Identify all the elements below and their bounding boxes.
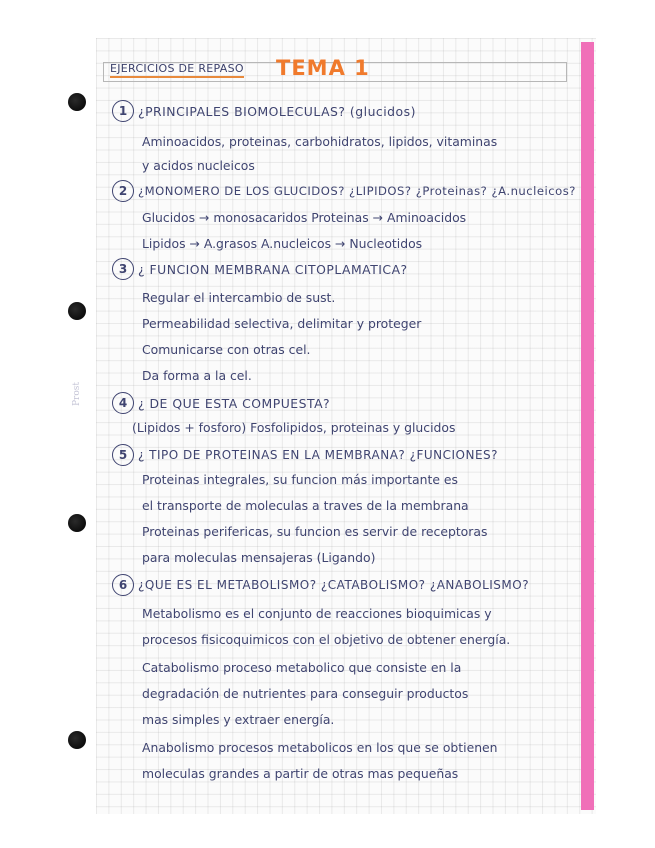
answer-line: Catabolismo proceso metabolico que consiste en la: [142, 660, 462, 675]
answer-line: Permeabilidad selectiva, delimitar y proteger: [142, 316, 422, 331]
page-title: TEMA 1: [276, 56, 370, 80]
answer-line: el transporte de moleculas a traves de la membrana: [142, 498, 469, 513]
binder-hole: [68, 731, 86, 749]
answer-line: mas simples y extraer energía.: [142, 712, 335, 727]
question-number: 3: [112, 258, 134, 280]
answer-line: para moleculas mensajeras (Ligando): [142, 550, 376, 565]
answer-line: Comunicarse con otras cel.: [142, 342, 311, 357]
question-text: ¿ TIPO DE PROTEINAS EN LA MEMBRANA? ¿FUNCIONES?: [138, 448, 499, 462]
question-number: 6: [112, 574, 134, 596]
question-text: ¿MONOMERO DE LOS GLUCIDOS? ¿LIPIDOS? ¿Proteinas? ¿A.nucleicos?: [138, 184, 576, 198]
binder-hole: [68, 93, 86, 111]
answer-line: procesos fisicoquimicos con el objetivo de obtener energía.: [142, 632, 511, 647]
answer-line: Proteinas integrales, su funcion más importante es: [142, 472, 459, 487]
answer-line: Anabolismo procesos metabolicos en los que se obtienen: [142, 740, 498, 755]
answer-line: Aminoacidos, proteinas, carbohidratos, lipidos, vitaminas: [142, 134, 498, 149]
question-text: ¿PRINCIPALES BIOMOLECULAS? (glucidos): [138, 104, 416, 119]
question-number: 2: [112, 180, 134, 202]
binder-hole: [68, 514, 86, 532]
question-number: 1: [112, 100, 134, 122]
pink-margin-strip: [581, 42, 594, 810]
question-number: 5: [112, 444, 134, 466]
answer-line: Glucidos → monosacaridos Proteinas → Aminoacidos: [142, 210, 467, 225]
header-label: EJERCICIOS DE REPASO: [110, 62, 244, 75]
question-text: ¿QUE ES EL METABOLISMO? ¿CATABOLISMO? ¿ANABOLISMO?: [138, 578, 530, 592]
binder-hole: [68, 302, 86, 320]
answer-line: Lipidos → A.grasos A.nucleicos → Nucleotidos: [142, 236, 423, 251]
answer-line: (Lipidos + fosforo) Fosfolipidos, proteinas y glucidos: [132, 420, 456, 435]
answer-line: Metabolismo es el conjunto de reacciones bioquimicas y: [142, 606, 492, 621]
answer-line: Proteinas perifericas, su funcion es servir de receptoras: [142, 524, 488, 539]
answer-line: Regular el intercambio de sust.: [142, 290, 336, 305]
watermark: Prost: [72, 381, 82, 406]
question-text: ¿ DE QUE ESTA COMPUESTA?: [138, 396, 331, 411]
answer-line: y acidos nucleicos: [142, 158, 255, 173]
answer-line: degradación de nutrientes para conseguir productos: [142, 686, 469, 701]
answer-line: Da forma a la cel.: [142, 368, 252, 383]
answer-line: moleculas grandes a partir de otras mas pequeñas: [142, 766, 459, 781]
question-number: 4: [112, 392, 134, 414]
question-text: ¿ FUNCION MEMBRANA CITOPLAMATICA?: [138, 262, 408, 277]
